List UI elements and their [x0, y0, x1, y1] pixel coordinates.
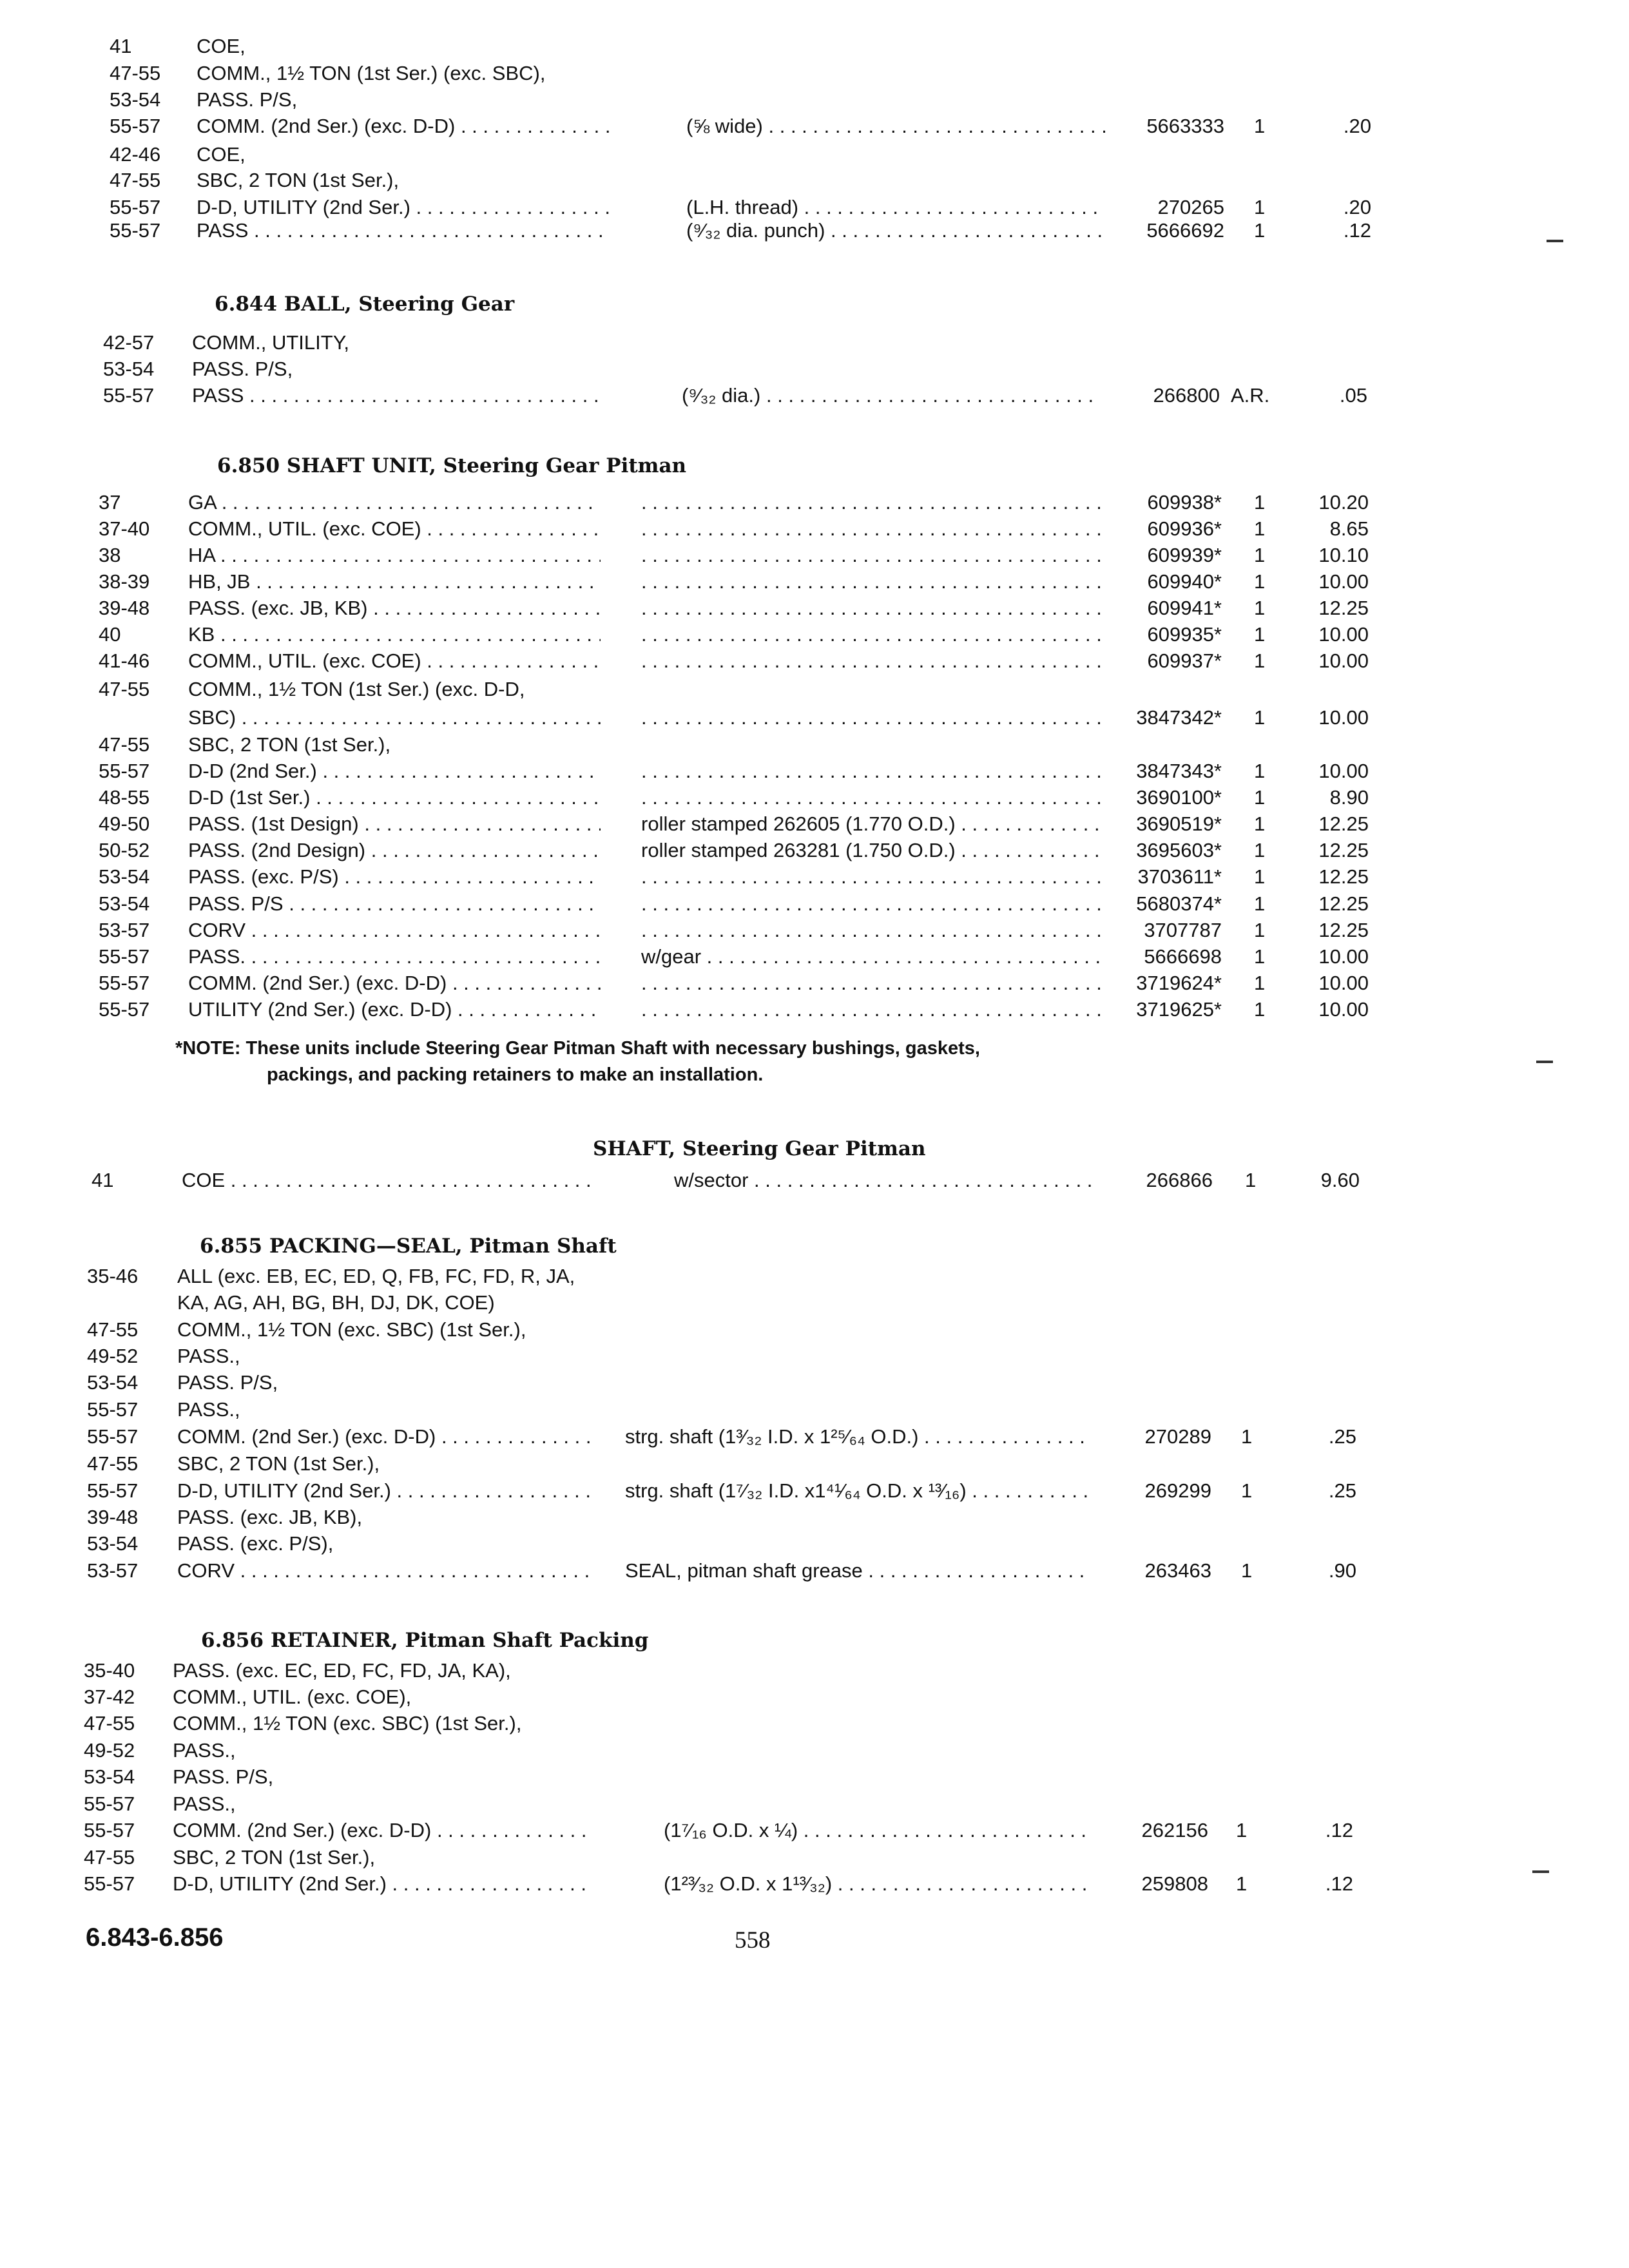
list-price: .20 — [1343, 115, 1371, 137]
description — [641, 890, 1105, 918]
list-price: .12 — [1325, 1819, 1353, 1841]
part-row — [0, 1262, 1629, 1291]
list-price: 12.25 — [1318, 597, 1369, 619]
description — [641, 488, 1105, 517]
description: roller stamped 262605 (1.770 O.D.) . . . — [641, 810, 1105, 838]
list-price: .90 — [1328, 1559, 1356, 1582]
quantity: 1 — [1254, 892, 1266, 915]
application: PASS. P/S, — [197, 88, 298, 111]
part-row — [0, 1709, 1629, 1738]
part-row — [0, 488, 1629, 517]
description — [641, 995, 1105, 1024]
part-row — [0, 757, 1629, 785]
description: (⁹⁄₃₂ dia.) . . . — [682, 381, 1101, 410]
section-heading: 6.856 RETAINER, Pitman Shaft Packing — [201, 1629, 649, 1652]
part-row — [0, 647, 1629, 675]
part-row — [0, 1763, 1629, 1791]
list-price: 10.20 — [1318, 491, 1369, 514]
part-row — [0, 1657, 1629, 1685]
quantity: 1 — [1241, 1425, 1253, 1448]
part-row — [0, 1530, 1629, 1558]
list-price: 12.25 — [1318, 919, 1369, 941]
part-row — [0, 916, 1629, 945]
part-row — [0, 995, 1629, 1024]
model-years: 42-57 — [103, 331, 155, 354]
application: PASS. (2nd Design) . . . — [188, 836, 601, 865]
list-price: 8.65 — [1329, 517, 1369, 540]
quantity: 1 — [1236, 1819, 1248, 1841]
application: PASS., — [173, 1739, 236, 1762]
part-row — [0, 1557, 1629, 1585]
part-row — [0, 731, 1629, 759]
model-years: 47-55 — [99, 733, 150, 756]
part-row — [0, 1166, 1629, 1195]
application: CORV . . . — [188, 916, 601, 945]
application: PASS. (exc. P/S), — [177, 1532, 334, 1555]
application: HB, JB . . . — [188, 568, 601, 596]
description: SEAL, pitman shaft grease . . . — [625, 1557, 1089, 1585]
model-years: 38-39 — [99, 570, 150, 593]
description — [641, 969, 1105, 997]
part-number: 266866 — [1146, 1169, 1213, 1191]
description — [641, 863, 1105, 891]
model-years: 47-55 — [99, 678, 150, 700]
part-row — [0, 1450, 1629, 1478]
application: SBC, 2 TON (1st Ser.), — [197, 169, 400, 191]
description — [641, 704, 1105, 732]
margin-mark — [1547, 240, 1563, 242]
model-years: 55-57 — [110, 219, 161, 242]
model-years: 47-55 — [87, 1452, 139, 1475]
application: UTILITY (2nd Ser.) (exc. D-D) . . . — [188, 995, 601, 1024]
list-price: .20 — [1343, 196, 1371, 218]
part-row — [0, 969, 1629, 997]
part-row — [0, 1790, 1629, 1818]
note-line: packings, and packing retainers to make an installation. — [267, 1064, 764, 1085]
application: SBC, 2 TON (1st Ser.), — [188, 733, 391, 756]
quantity: 1 — [1254, 115, 1266, 137]
list-price: 10.00 — [1318, 570, 1369, 593]
application: SBC) . . . — [188, 704, 601, 732]
application: CORV . . . — [177, 1557, 590, 1585]
description: (⁹⁄₃₂ dia. punch) . . . — [686, 216, 1105, 245]
list-price: .25 — [1328, 1425, 1356, 1448]
application: PASS., — [173, 1792, 236, 1815]
model-years: 55-57 — [84, 1792, 135, 1815]
part-row — [0, 1870, 1629, 1898]
part-row — [0, 1423, 1629, 1451]
model-years: 47-55 — [84, 1846, 135, 1869]
part-row — [0, 59, 1629, 88]
model-years: 49-50 — [99, 812, 150, 835]
part-row — [0, 620, 1629, 649]
model-years: 55-57 — [87, 1398, 139, 1421]
application: HA . . . — [188, 541, 601, 570]
part-row — [0, 32, 1629, 61]
application: D-D, UTILITY (2nd Ser.) . . . — [197, 193, 609, 222]
part-number: 5663333 — [1146, 115, 1224, 137]
list-price: 10.00 — [1318, 972, 1369, 994]
quantity: 1 — [1254, 812, 1266, 835]
model-years: 53-57 — [87, 1559, 139, 1582]
model-years: 55-57 — [99, 972, 150, 994]
description — [641, 515, 1105, 543]
part-number: 262156 — [1141, 1819, 1208, 1841]
application: COMM., UTILITY, — [192, 331, 350, 354]
description — [641, 541, 1105, 570]
description — [641, 620, 1105, 649]
part-row — [0, 1289, 1629, 1317]
application: COMM. (2nd Ser.) (exc. D-D) . . . — [197, 112, 609, 140]
part-row — [0, 140, 1629, 169]
part-row — [0, 810, 1629, 838]
part-number: 3707787 — [1144, 919, 1222, 941]
description — [641, 594, 1105, 622]
part-row — [0, 1683, 1629, 1711]
model-years: 39-48 — [87, 1506, 139, 1528]
model-years: 47-55 — [87, 1318, 139, 1341]
list-price: .25 — [1328, 1479, 1356, 1502]
model-years: 49-52 — [84, 1739, 135, 1762]
list-price: 9.60 — [1320, 1169, 1360, 1191]
list-price: 10.00 — [1318, 945, 1369, 968]
part-row — [0, 1369, 1629, 1397]
quantity: 1 — [1254, 517, 1266, 540]
model-years: 55-57 — [103, 384, 155, 407]
quantity: 1 — [1254, 597, 1266, 619]
application: PASS. P/S, — [177, 1371, 278, 1394]
part-row — [0, 1843, 1629, 1872]
model-years: 53-54 — [87, 1532, 139, 1555]
application: COMM., UTIL. (exc. COE) . . . — [188, 515, 601, 543]
part-row — [0, 541, 1629, 570]
part-number: 609941* — [1147, 597, 1222, 619]
description — [641, 757, 1105, 785]
model-years: 39-48 — [99, 597, 150, 619]
part-row — [0, 112, 1629, 140]
application: PASS. (exc. JB, KB) . . . — [188, 594, 601, 622]
quantity: 1 — [1254, 839, 1266, 861]
application: GA . . . — [188, 488, 601, 517]
part-row — [0, 515, 1629, 543]
list-price: 10.00 — [1318, 623, 1369, 646]
model-years: 35-46 — [87, 1265, 139, 1287]
model-years: 55-57 — [84, 1872, 135, 1895]
footer-section-range: 6.843-6.856 — [86, 1923, 224, 1952]
list-price: .05 — [1339, 384, 1367, 407]
application: PASS. . . . — [188, 943, 601, 971]
part-row — [0, 381, 1629, 410]
model-years: 53-54 — [84, 1765, 135, 1788]
description: strg. shaft (1⁷⁄₃₂ I.D. x1⁴¹⁄₆₄ O.D. x ¹³⁄₁₆) . . . — [625, 1477, 1089, 1505]
description — [641, 568, 1105, 596]
part-row — [0, 166, 1629, 195]
application: ALL (exc. EB, EC, ED, Q, FB, FC, FD, R, JA, — [177, 1265, 575, 1287]
list-price: 10.10 — [1318, 544, 1369, 566]
model-years: 47-55 — [84, 1712, 135, 1735]
part-row — [0, 86, 1629, 114]
list-price: 12.25 — [1318, 865, 1369, 888]
part-row — [0, 594, 1629, 622]
list-price: 10.00 — [1318, 649, 1369, 672]
application: PASS. P/S, — [173, 1765, 274, 1788]
part-row — [0, 943, 1629, 971]
model-years: 53-54 — [99, 865, 150, 888]
description — [641, 916, 1105, 945]
quantity: 1 — [1254, 760, 1266, 782]
model-years: 55-57 — [99, 945, 150, 968]
application: PASS. P/S, — [192, 358, 293, 380]
part-row — [0, 890, 1629, 918]
application: COE . . . — [182, 1166, 594, 1195]
model-years: 53-57 — [99, 919, 150, 941]
model-years: 40 — [99, 623, 121, 646]
part-number: 609936* — [1147, 517, 1222, 540]
part-number: 3695603* — [1136, 839, 1222, 861]
model-years: 55-57 — [87, 1425, 139, 1448]
model-years: 37-40 — [99, 517, 150, 540]
quantity: 1 — [1254, 544, 1266, 566]
model-years: 55-57 — [87, 1479, 139, 1502]
note-line: *NOTE: These units include Steering Gear Pitman Shaft with necessary bushings, gaskets, — [175, 1038, 980, 1059]
part-row — [0, 329, 1629, 357]
model-years: 38 — [99, 544, 121, 566]
application: COMM., 1½ TON (1st Ser.) (exc. SBC), — [197, 62, 546, 84]
application: COMM., 1½ TON (1st Ser.) (exc. D-D, — [188, 678, 525, 700]
section-heading: SHAFT, Steering Gear Pitman — [593, 1137, 926, 1160]
application: COMM. (2nd Ser.) (exc. D-D) . . . — [173, 1816, 585, 1845]
list-price: 10.00 — [1318, 706, 1369, 729]
list-price: 10.00 — [1318, 998, 1369, 1021]
quantity: 1 — [1241, 1479, 1253, 1502]
part-number: 266800 — [1153, 384, 1220, 407]
application: PASS., — [177, 1345, 240, 1367]
part-number: 609940* — [1147, 570, 1222, 593]
description: (1⁷⁄₁₆ O.D. x ¼) . . . — [664, 1816, 1089, 1845]
part-row — [0, 1316, 1629, 1344]
quantity: 1 — [1254, 491, 1266, 514]
part-number: 5666698 — [1144, 945, 1222, 968]
model-years: 41 — [92, 1169, 114, 1191]
application: COMM., 1½ TON (exc. SBC) (1st Ser.), — [177, 1318, 526, 1341]
model-years: 48-55 — [99, 786, 150, 809]
part-number: 5680374* — [1136, 892, 1222, 915]
part-number: 609937* — [1147, 649, 1222, 672]
application: KA, AG, AH, BG, BH, DJ, DK, COE) — [177, 1291, 495, 1314]
part-row — [0, 704, 1629, 732]
application: PASS. (exc. P/S) . . . — [188, 863, 601, 891]
section-heading: 6.844 BALL, Steering Gear — [215, 293, 515, 316]
description: w/gear . . . — [641, 943, 1105, 971]
part-row — [0, 863, 1629, 891]
quantity: 1 — [1254, 706, 1266, 729]
quantity: 1 — [1254, 865, 1266, 888]
part-number: 3719624* — [1136, 972, 1222, 994]
application: SBC, 2 TON (1st Ser.), — [173, 1846, 376, 1869]
application: COE, — [197, 143, 246, 166]
part-row — [0, 1503, 1629, 1532]
model-years: 49-52 — [87, 1345, 139, 1367]
model-years: 53-54 — [87, 1371, 139, 1394]
application: PASS. (exc. JB, KB), — [177, 1506, 363, 1528]
part-row — [0, 1396, 1629, 1424]
part-row — [0, 216, 1629, 245]
model-years: 41-46 — [99, 649, 150, 672]
application: D-D (1st Ser.) . . . — [188, 783, 601, 812]
model-years: 42-46 — [110, 143, 161, 166]
quantity: 1 — [1254, 219, 1266, 242]
model-years: 50-52 — [99, 839, 150, 861]
quantity: 1 — [1241, 1559, 1253, 1582]
quantity: A.R. — [1231, 384, 1270, 407]
part-number: 3847343* — [1136, 760, 1222, 782]
part-row — [0, 783, 1629, 812]
application: COMM., UTIL. (exc. COE) . . . — [188, 647, 601, 675]
part-number: 3847342* — [1136, 706, 1222, 729]
part-number: 270289 — [1144, 1425, 1211, 1448]
part-number: 269299 — [1144, 1479, 1211, 1502]
model-years: 41 — [110, 35, 132, 57]
part-number: 3703611* — [1137, 865, 1222, 888]
quantity: 1 — [1254, 945, 1266, 968]
application: KB . . . — [188, 620, 601, 649]
quantity: 1 — [1254, 623, 1266, 646]
margin-mark — [1532, 1870, 1549, 1873]
description: strg. shaft (1³⁄₃₂ I.D. x 1²⁵⁄₆₄ O.D.) . . . — [625, 1423, 1089, 1451]
quantity: 1 — [1254, 786, 1266, 809]
quantity: 1 — [1245, 1169, 1257, 1191]
part-number: 263463 — [1144, 1559, 1211, 1582]
part-number: 5666692 — [1146, 219, 1224, 242]
part-number: 609938* — [1147, 491, 1222, 514]
model-years: 53-54 — [99, 892, 150, 915]
application: SBC, 2 TON (1st Ser.), — [177, 1452, 380, 1475]
model-years: 47-55 — [110, 62, 161, 84]
part-number: 3690519* — [1136, 812, 1222, 835]
model-years: 53-54 — [110, 88, 161, 111]
part-row — [0, 675, 1629, 704]
model-years: 37-42 — [84, 1686, 135, 1708]
description: (L.H. thread) . . . — [686, 193, 1105, 222]
application: COMM., UTIL. (exc. COE), — [173, 1686, 412, 1708]
quantity: 1 — [1254, 196, 1266, 218]
model-years: 55-57 — [110, 115, 161, 137]
list-price: 12.25 — [1318, 839, 1369, 861]
list-price: 12.25 — [1318, 892, 1369, 915]
application: COMM., 1½ TON (exc. SBC) (1st Ser.), — [173, 1712, 522, 1735]
application: COE, — [197, 35, 246, 57]
model-years: 35-40 — [84, 1659, 135, 1682]
quantity: 1 — [1254, 649, 1266, 672]
model-years: 55-57 — [84, 1819, 135, 1841]
part-row — [0, 1477, 1629, 1505]
section-heading: 6.850 SHAFT UNIT, Steering Gear Pitman — [217, 454, 687, 477]
model-years: 55-57 — [110, 196, 161, 218]
application: COMM. (2nd Ser.) (exc. D-D) . . . — [177, 1423, 590, 1451]
application: D-D, UTILITY (2nd Ser.) . . . — [177, 1477, 590, 1505]
quantity: 1 — [1254, 972, 1266, 994]
part-number: 270265 — [1157, 196, 1224, 218]
model-years: 55-57 — [99, 998, 150, 1021]
quantity: 1 — [1254, 919, 1266, 941]
description — [641, 783, 1105, 812]
application: COMM. (2nd Ser.) (exc. D-D) . . . — [188, 969, 601, 997]
part-number: 3719625* — [1136, 998, 1222, 1021]
quantity: 1 — [1254, 998, 1266, 1021]
footer-page-number: 558 — [735, 1927, 771, 1954]
application: PASS. (exc. EC, ED, FC, FD, JA, KA), — [173, 1659, 511, 1682]
model-years: 47-55 — [110, 169, 161, 191]
list-price: .12 — [1343, 219, 1371, 242]
application: D-D (2nd Ser.) . . . — [188, 757, 601, 785]
section-heading: 6.855 PACKING—SEAL, Pitman Shaft — [200, 1235, 617, 1258]
list-price: 8.90 — [1329, 786, 1369, 809]
list-price: 12.25 — [1318, 812, 1369, 835]
quantity: 1 — [1236, 1872, 1248, 1895]
quantity: 1 — [1254, 570, 1266, 593]
description: (⅝ wide) . . . — [686, 112, 1105, 140]
part-number: 259808 — [1141, 1872, 1208, 1895]
description: (1²³⁄₃₂ O.D. x 1¹³⁄₃₂) . . . — [664, 1870, 1089, 1898]
list-price: 10.00 — [1318, 760, 1369, 782]
part-row — [0, 836, 1629, 865]
description — [641, 647, 1105, 675]
part-row — [0, 568, 1629, 596]
model-years: 37 — [99, 491, 121, 514]
description: roller stamped 263281 (1.750 O.D.) . . . — [641, 836, 1105, 865]
part-row — [0, 355, 1629, 383]
application: PASS. (1st Design) . . . — [188, 810, 601, 838]
application: PASS . . . — [197, 216, 609, 245]
model-years: 53-54 — [103, 358, 155, 380]
description: w/sector . . . — [674, 1166, 1099, 1195]
part-row — [0, 1736, 1629, 1765]
application: PASS., — [177, 1398, 240, 1421]
list-price: .12 — [1325, 1872, 1353, 1895]
part-number: 609939* — [1147, 544, 1222, 566]
application: D-D, UTILITY (2nd Ser.) . . . — [173, 1870, 585, 1898]
application: PASS. P/S . . . — [188, 890, 601, 918]
part-row — [0, 1342, 1629, 1370]
margin-mark — [1536, 1061, 1553, 1063]
part-number: 3690100* — [1136, 786, 1222, 809]
part-number: 609935* — [1147, 623, 1222, 646]
model-years: 55-57 — [99, 760, 150, 782]
part-row — [0, 1816, 1629, 1845]
application: PASS . . . — [192, 381, 604, 410]
